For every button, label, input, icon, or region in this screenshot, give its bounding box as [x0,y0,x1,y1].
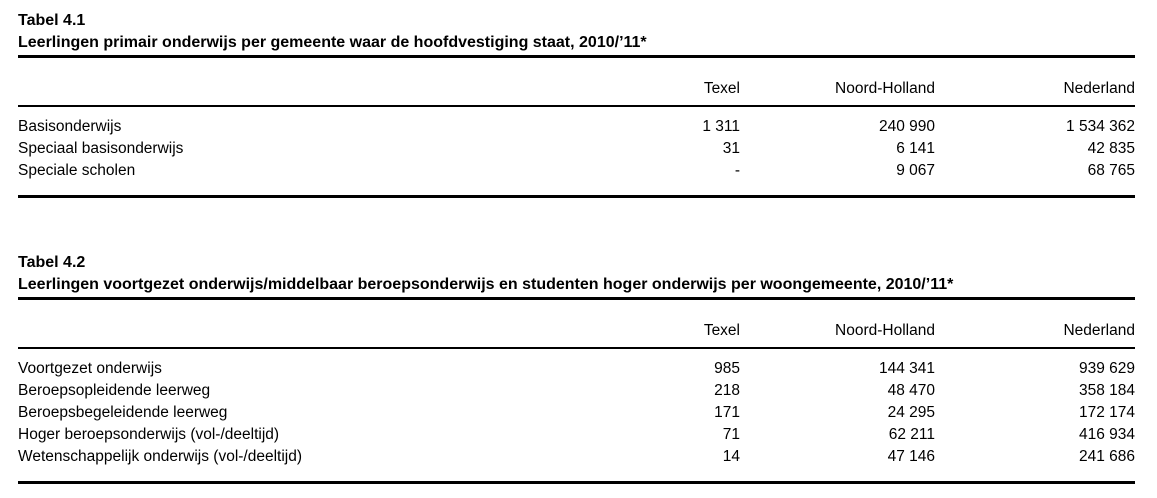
row-label: Speciale scholen [18,162,136,179]
cell-value: 218 [714,382,740,399]
row-label: Voortgezet onderwijs [18,360,162,377]
column-header-nederland: Nederland [935,58,1135,106]
table-section-4-2 [18,252,1135,484]
row-label: Beroepsopleidende leerweg [18,382,211,399]
cell-value: 241 686 [1078,448,1135,465]
table-4-1-title: Leerlingen primair onderwijs per gemeente waar de hoofdvestiging staat, 2010/’11* [18,32,1135,58]
cell-value: 6 141 [896,140,935,157]
table-row [18,402,1135,424]
cell-value: 14 [722,448,740,465]
cell-value: 42 835 [1087,140,1135,157]
cell-value: 31 [722,140,740,157]
table-4-1 [18,58,1135,198]
cell-value: 1 534 362 [1066,118,1135,135]
table-4-2-title: Leerlingen voortgezet onderwijs/middelbaar beroepsonderwijs en studenten hoger onderwijs per woongemeente, 2010/’11* [18,274,1135,300]
row-label: Hoger beroepsonderwijs (vol-/deeltijd) [18,426,280,443]
cell-value: 985 [714,360,740,377]
column-header-empty [18,58,555,106]
cell-value: 1 311 [702,118,740,135]
column-header-texel: Texel [555,58,740,106]
table-4-1-header [18,58,1135,106]
column-header-nederland: Nederland [935,300,1135,348]
cell-value: 939 629 [1078,360,1135,377]
table-4-2 [18,300,1135,484]
cell-value: 68 765 [1087,162,1135,179]
cell-value: 240 990 [878,118,935,135]
table-row [18,348,1135,380]
cell-value: 416 934 [1078,426,1135,443]
cell-value: 47 146 [887,448,935,465]
table-row [18,106,1135,138]
cell-value: 71 [722,426,740,443]
cell-value: 358 184 [1078,382,1135,399]
column-header-texel: Texel [555,300,740,348]
row-label: Wetenschappelijk onderwijs (vol-/deeltijd) [18,448,303,465]
table-row [18,446,1135,483]
cell-value: 24 295 [887,404,935,421]
cell-value: 172 174 [1078,404,1135,421]
cell-value: - [734,162,740,179]
table-4-2-header [18,300,1135,348]
table-row [18,160,1135,197]
cell-value: 48 470 [887,382,935,399]
table-section-4-1 [18,10,1135,198]
cell-value: 144 341 [878,360,935,377]
table-row [18,138,1135,160]
cell-value: 62 211 [888,426,935,443]
row-label: Beroepsbegeleidende leerweg [18,404,228,421]
table-row [18,424,1135,446]
table-row [18,380,1135,402]
cell-value: 9 067 [896,162,935,179]
table-4-1-heading: Tabel 4.1 [18,12,86,29]
row-label: Speciaal basisonderwijs [18,140,184,157]
table-4-2-heading: Tabel 4.2 [18,254,86,271]
column-header-empty [18,300,555,348]
row-label: Basisonderwijs [18,118,122,135]
column-header-noord-holland: Noord-Holland [740,58,935,106]
column-header-noord-holland: Noord-Holland [740,300,935,348]
cell-value: 171 [714,404,740,421]
